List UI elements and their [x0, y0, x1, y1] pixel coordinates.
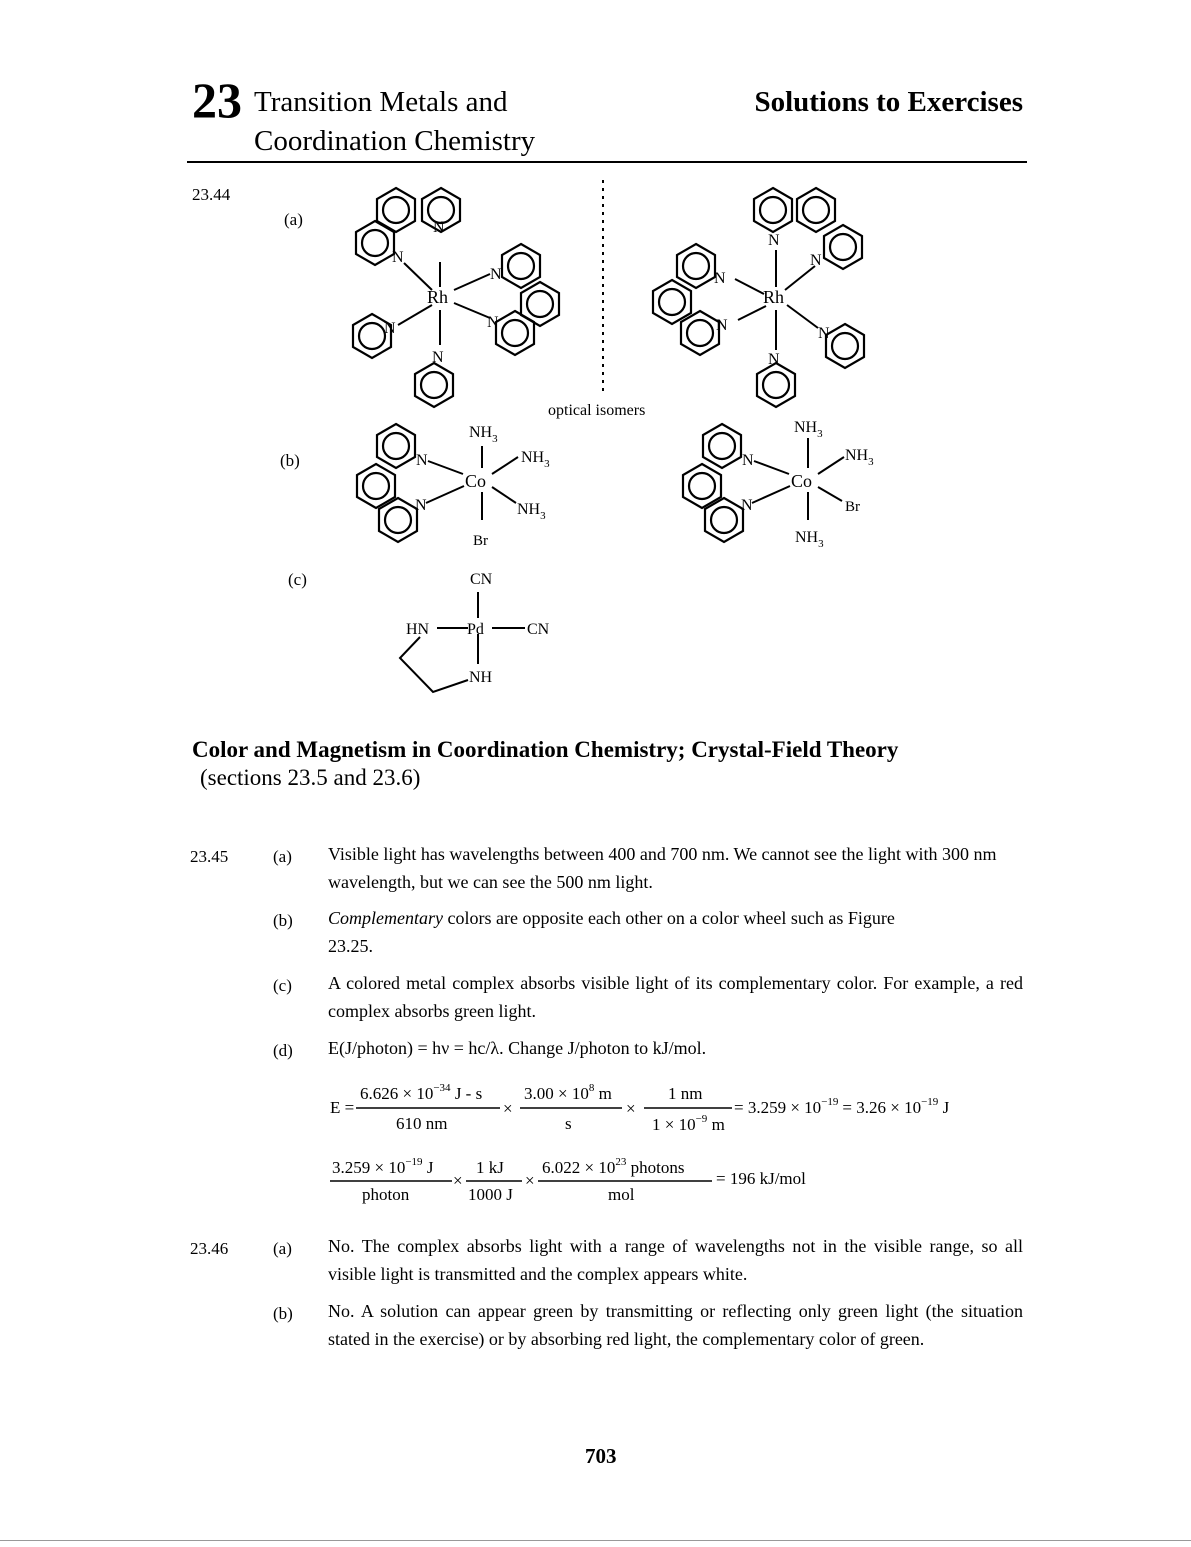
eq2-result: = 196 kJ/mol: [716, 1169, 806, 1188]
n-label: N: [741, 497, 753, 514]
section-subtitle: (sections 23.5 and 23.6): [200, 765, 421, 790]
hn-label: HN: [406, 621, 430, 638]
exercise-number-23-45: 23.45: [190, 847, 229, 866]
co-label: Co: [465, 471, 487, 491]
eq2-f1-den: photon: [362, 1185, 410, 1204]
n-label: N: [432, 349, 444, 366]
rh-label: Rh: [427, 287, 449, 307]
eq-lhs: E =: [330, 1098, 355, 1117]
nh3-label: $NH_3$: [795, 529, 824, 550]
eq1-f2-num: $3.00 \times 10^8$ m: [524, 1082, 612, 1103]
pd-complex: [400, 571, 550, 692]
eq2-f1-num: $3.259 \times 10^{-19}$ J: [332, 1156, 434, 1177]
eq2-f2-den: 1000 J: [468, 1185, 513, 1204]
n-label: N: [810, 252, 822, 269]
cn-label: CN: [470, 571, 493, 588]
n-label: N: [415, 497, 427, 514]
answer-text: No. A solution can appear green by transmitting or reflecting only green light (the situation stated in the exercise) or by absorbing red light, the complementary color of green.: [328, 1301, 1023, 1349]
rh-complex-left: [353, 188, 559, 407]
n-label: N: [742, 452, 754, 469]
n-label: N: [392, 249, 404, 266]
eq1-f1-num: $6.626 \times 10^{-34}$ J - s: [360, 1082, 483, 1103]
nh3-label: $NH_3$: [845, 447, 874, 468]
eq1-f1-den: 610 nm: [396, 1114, 448, 1133]
energy-equation: [320, 1072, 1020, 1142]
optical-isomers-caption: optical isomers: [548, 402, 646, 419]
answer-text: Visible light has wavelengths between 400 and 700 nm. We cannot see the light with 300 nm wavelength, but we can see the 500 nm light.: [328, 844, 997, 892]
page-number: 703: [585, 1444, 617, 1468]
emphasis-complementary: Complementary: [328, 908, 443, 928]
eq2-f3-den: mol: [608, 1185, 635, 1204]
rh-complex-right: [653, 188, 864, 407]
part-label: (a): [273, 1239, 292, 1258]
br-label: Br: [473, 533, 488, 549]
nh3-label: $NH_3$: [521, 449, 550, 470]
part-label-c: (c): [288, 570, 307, 589]
exercise-number-23-44: 23.44: [192, 185, 231, 204]
co-complex-left: [357, 424, 550, 549]
eq1-f3-den: $1 \times 10^{-9}$ m: [652, 1113, 725, 1134]
part-label-b: (b): [280, 451, 300, 470]
co-complex-right: [683, 419, 874, 550]
part-label: (c): [273, 976, 292, 995]
chapter-title-line1: Transition Metals and: [254, 86, 508, 118]
answer-text: E(J/photon) = hν = hc/λ. Change J/photon to kJ/mol.: [328, 1038, 707, 1058]
co-label: Co: [791, 471, 813, 491]
times-sign: ×: [503, 1099, 513, 1118]
n-label: N: [768, 351, 780, 368]
n-label: N: [818, 325, 830, 342]
times-sign: ×: [626, 1099, 636, 1118]
nh3-label: $NH_3$: [469, 424, 498, 445]
eq2-f2-num: 1 kJ: [476, 1158, 504, 1177]
exercise-number-23-46: 23.46: [190, 1239, 229, 1258]
nh-label: NH: [469, 669, 493, 686]
part-label: (b): [273, 1304, 293, 1323]
eq1-f2-den: s: [565, 1114, 572, 1133]
n-label: N: [714, 270, 726, 287]
n-label: N: [768, 232, 780, 249]
part-label: (d): [273, 1041, 293, 1060]
chapter-title-line2: Coordination Chemistry: [254, 125, 536, 157]
kj-per-mol-equation: [320, 1148, 880, 1210]
eq2-f3-num: $6.022 \times 10^{23}$ photons: [542, 1156, 685, 1177]
pd-label: Pd: [467, 621, 484, 638]
n-label: N: [384, 320, 396, 337]
answer-text: No. The complex absorbs light with a range of wavelengths not in the visible range, so all visible light is transmitted and the complex appears white.: [328, 1236, 1023, 1284]
chapter-number: 23: [192, 72, 242, 128]
times-sign: ×: [453, 1171, 463, 1190]
rh-label: Rh: [763, 287, 785, 307]
page-edge-rule: [0, 1540, 1191, 1541]
n-label: N: [416, 452, 428, 469]
answer-text: A colored metal complex absorbs visible light of its complementary color. For example, a red complex absorbs green light.: [328, 973, 1023, 1021]
part-label-a: (a): [284, 210, 303, 229]
br-label: Br: [845, 499, 860, 515]
solutions-title: Solutions to Exercises: [754, 86, 1023, 118]
n-label: N: [490, 266, 502, 283]
nh3-label: $NH_3$: [794, 419, 823, 440]
n-label: N: [433, 219, 445, 236]
eq1-result: = $3.259 \times 10^{-19} = 3.26 \times 10^{-19}$ J: [734, 1096, 950, 1117]
n-label: N: [716, 317, 728, 334]
n-label: N: [487, 314, 499, 331]
nh3-label: $NH_3$: [517, 501, 546, 522]
structures-figure: [0, 0, 1191, 720]
cn-label: CN: [527, 621, 550, 638]
part-label: (a): [273, 847, 292, 866]
part-label: (b): [273, 911, 293, 930]
times-sign: ×: [525, 1171, 535, 1190]
eq1-f3-num: 1 nm: [668, 1084, 703, 1103]
section-title: Color and Magnetism in Coordination Chemistry; Crystal-Field Theory: [192, 737, 899, 762]
answer-text: Complementary colors are opposite each other on a color wheel such as Figure 23.25.: [328, 908, 895, 956]
